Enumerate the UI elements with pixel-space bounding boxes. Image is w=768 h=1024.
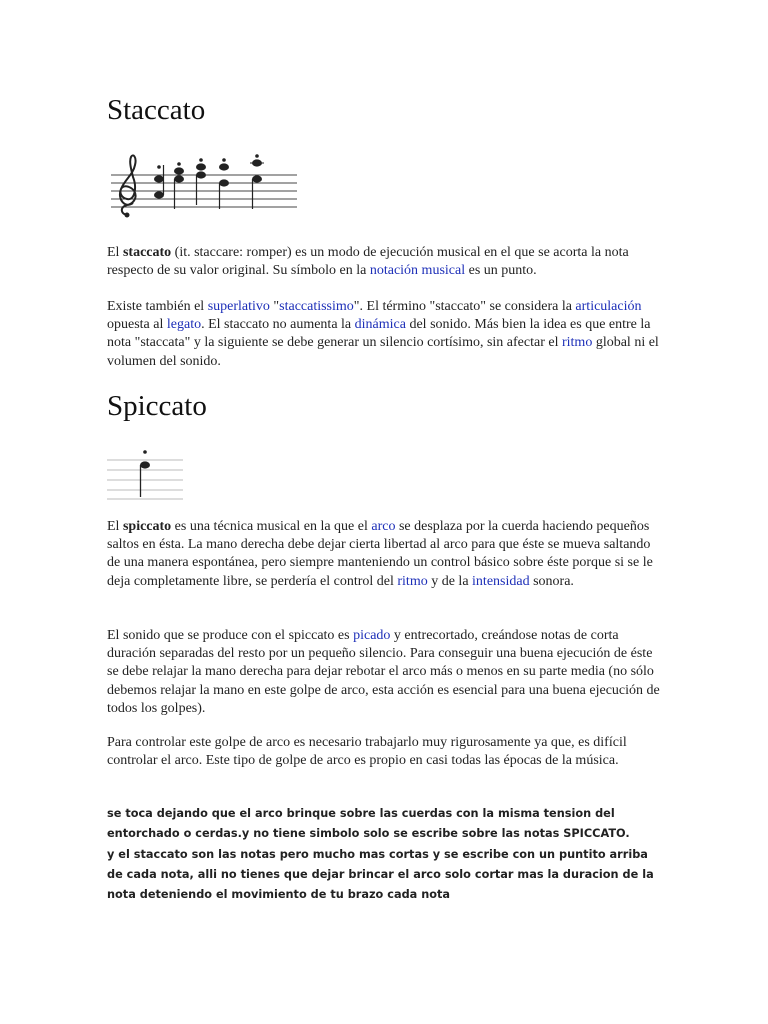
link-ritmo[interactable]: ritmo <box>561 335 593 351</box>
text-run: es una técnica musical en la que el <box>171 519 372 534</box>
comment-spiccato-note: se toca dejando que el arco brinque sobre las cuerdas con la misma tension del entorchado o cerdas.y no tiene simbolo solo se escribe sobre las notas SPICCATO. <box>107 807 630 840</box>
term-spiccato: spiccato <box>122 519 172 534</box>
spiccato-note-icon <box>107 447 185 503</box>
link-intensidad[interactable]: intensidad <box>472 573 530 589</box>
text-run: (it. staccare: romper) es un modo de ejecución musical en el que se acorta la nota respecto de su valor original. Su símbolo en la <box>107 245 629 279</box>
text-run: y de la <box>427 573 473 589</box>
spiccato-heading: Spiccato <box>107 390 207 422</box>
text-run: . El staccato no aumenta la <box>201 317 355 333</box>
staccato-paragraph-1 <box>107 244 667 280</box>
link-ritmo-2[interactable]: ritmo <box>397 573 428 589</box>
text-run: global ni el volumen del sonido. <box>107 335 659 369</box>
text-run: El sonido que se produce con el spiccato es <box>107 628 354 643</box>
spiccato-paragraph-3: Para controlar este golpe de arco es necesario trabajarlo muy rigurosamente ya que, es difícil controlar el arco. Este tipo de golpe de arco es propio en casi todas las épocas de la música. <box>107 735 627 769</box>
link-arco[interactable]: arco <box>371 519 396 534</box>
link-articulacion[interactable]: articulación <box>575 299 642 314</box>
text-run: es un punto. <box>465 263 537 279</box>
link-picado[interactable]: picado <box>353 628 391 643</box>
text-run: sonora. <box>529 573 574 589</box>
staccato-heading: Staccato <box>107 94 206 126</box>
link-dinamica[interactable]: dinámica <box>354 317 406 333</box>
spiccato-paragraph-1 <box>107 518 667 591</box>
link-notacion-musical[interactable]: notación musical <box>369 263 466 279</box>
text-run: y entrecortado, creándose notas de corta duración separadas del resto por un pequeño silencio. Para conseguir una buena ejecución de éste se debe relajar la mano derecha para dejar rebotar el arco más o menos en su parte media (no sólo debemos relajar la mano en este golpe de arco, esta acción es esencial para una buena ejecución de todos los golpes). <box>107 628 660 716</box>
comment-staccato-note: y el staccato son las notas pero mucho mas cortas y se escribe con un puntito arriba de cada nota, alli no tienes que dejar brincar el arco solo cortar mas la duracion de la nota deteniendo el movimiento de tu brazo cada nota <box>107 848 654 901</box>
link-legato[interactable]: legato <box>166 317 202 333</box>
text-run: El <box>107 245 123 260</box>
text-run: El <box>107 519 123 534</box>
text-run: opuesta al <box>107 317 167 333</box>
staccato-notation-icon <box>107 153 299 223</box>
staccato-paragraph-2 <box>107 298 667 371</box>
text-run: ". El término "staccato" se considera la <box>353 299 576 314</box>
text-run: " <box>269 299 280 314</box>
term-staccato: staccato <box>122 245 172 260</box>
spiccato-paragraph-2 <box>107 627 667 718</box>
text-run: Existe también el <box>107 299 208 314</box>
text-run: del sonido. Más bien la idea es que entre la nota "staccata" y la siguiente se debe generar un silencio cortísimo, sin afectar el <box>107 317 651 351</box>
text-run: se desplaza por la cuerda haciendo pequeños saltos en ésta. La mano derecha debe dejar cierta libertad al arco para que éste se mueva saltando de una manera espontánea, pero siempre manteniendo un control básico sobre éste porque si se le deja completamente libre, se perdería el control del <box>107 519 653 589</box>
link-staccatissimo[interactable]: staccatissimo <box>279 299 354 314</box>
link-superlativo[interactable]: superlativo <box>207 299 270 314</box>
